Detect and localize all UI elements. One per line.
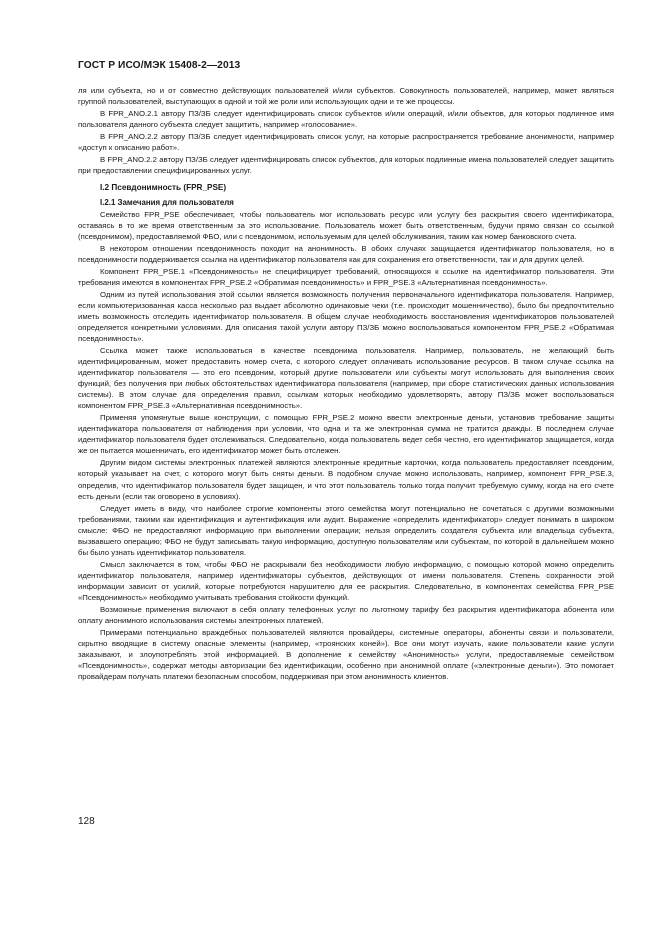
paragraph: В FPR_ANO.2.1 автору ПЗ/ЗБ следует идентифицировать список субъектов и/или операций, и/или объектов, для которых подлинное имя пользователя данного субъекта следует защитить, например «голосование». xyxy=(78,109,614,130)
paragraph: Следует иметь в виду, что наиболее строгие компоненты этого семейства могут потенциально не сочетаться с другими возможными требованиями, такими как идентификация и аутентификация или аудит. Выражение «определить идентификатор» следует понимать в широком смысле: ФБО не предоставляют информацию при выполнении операции; нельзя определить создателя субъекта или владельца субъекта, вызвавшего операцию; ФБО не будут записывать такую информацию, доступную пользователям или субъектам, по которой в дальнейшем можно бы было узнать идентификатор пользователя. xyxy=(78,503,614,557)
subsection-heading: I.2.1 Замечания для пользователя xyxy=(100,198,234,208)
paragraph: Семейство FPR_PSE обеспечивает, чтобы пользователь мог использовать ресурс или услугу без раскрытия своего идентификатора, оставаясь в то же время ответственным за это использование. Пользователь может быть ответственным, будучи прямо связан со ссылкой (псевдонимом), предоставляемой ФБО, или с псевдонимом, используемым для целей обслуживания, таким как номер банковского счета. xyxy=(78,210,614,242)
section-heading: I.2 Псевдонимность (FPR_PSE) xyxy=(100,183,227,193)
document-header: ГОСТ Р ИСО/МЭК 15408-2—2013 xyxy=(78,60,241,71)
paragraph: В FPR_ANO.2.2 автору ПЗ/ЗБ следует идентифицировать список услуг, на которые распространяется требование анонимности, например «доступ к описанию работ». xyxy=(78,132,614,153)
paragraph: Примерами потенциально враждебных пользователей являются провайдеры, системные операторы, абоненты связи и пользователи, скрытно вводящие в систему опасные элементы (например, «троянских коней»). Все они могут изучать, какие пользователи какие услуги заказывают, и злоупотреблять этой информацией. В дополнение к семейству «Анонимность» услуги, предоставляемые семейством «Псевдонимность», содержат методы авторизации без идентификации, особенно при анонимной оплате («электронные деньги»). Это помогает провайдерам получать платежи безопасным способом, поддерживая при этом анонимность клиентов. xyxy=(78,627,614,681)
paragraph: Возможные применения включают в себя оплату телефонных услуг по льготному тарифу без раскрытия идентификатора абонента или оплату анонимного использования системы электронных платежей. xyxy=(78,604,614,625)
paragraph: Ссылка может также использоваться в качестве псевдонима пользователя. Например, пользователь, не желающий быть идентифицированным, может предоставить номер счета, с которого следует оплачивать использование ресурсов. В таком случае ссылка на идентификатор пользователя — это его псевдоним, который другие пользователи или субъекты могут использовать для выполнения своих функций, без получения при любых обстоятельствах идентификатора пользователя (например, при сборе статистических данных использования системы). В этом случае для определения правил, ссылкам которых необходимо удовлетворять, автору ПЗ/ЗБ может воспользоваться компонентом FPR_PSE.3 «Альтернативная псевдонимность». xyxy=(78,346,614,411)
paragraph: Компонент FPR_PSE.1 «Псевдонимность» не специфицирует требований, относящихся к ссылке на идентификатор пользователя. Эти требования имеются в компонентах FPR_PSE.2 «Обратимая псевдонимность» и FPR_PSE.3 «Альтернативная псевдонимность». xyxy=(78,267,614,288)
page-number: 128 xyxy=(78,816,95,827)
paragraph: Смысл заключается в том, чтобы ФБО не раскрывали без необходимости любую информацию, с помощью которой можно определить идентификатор пользователя, например идентификаторы субъектов, действующих от имени пользователя. Степень сохранности этой информации зависит от усилий, которые потребуются нарушителю для ее раскрытия. Следовательно, в компонентах семейства FPR_PSE «Псевдонимность» необходимо учитывать требования стойкости функций. xyxy=(78,559,614,602)
paragraph: ля или субъекта, но и от совместно действующих пользователей и/или субъектов. Совокупность пользователей, например, может являться группой пользователей, выступающих в одной и той же роли или использующих одни и те же процессы. xyxy=(78,86,614,107)
paragraph: Одним из путей использования этой ссылки является возможность получения первоначального идентификатора пользователя. Например, если компьютеризованная касса несколько раз выдает абсолютно одинаковые чеки (т.е. происходит мошенничество), было бы предпочтительно иметь возможность отследить идентификатор пользователя. В общем случае необходимость восстановления идентификаторов пользователей определяется конкретными условиями. Для описания такой услуги автору ПЗ/ЗБ можно воспользоваться компонентом FPR_PSE.2 «Обратимая псевдонимность». xyxy=(78,290,614,344)
paragraph: Применяя упомянутые выше конструкции, с помощью FPR_PSE.2 можно ввести электронные деньги, установив требование защиты идентификатора пользователя от наблюдения при условии, что одна и та же электронная сумма не тратится дважды. В последнем случае идентификатор пользователя будет отслеживаться. Следовательно, когда пользователь ведет себя честно, его идентификатор защищается, когда же он пытается мошенничать, его идентификатор может быть отслежен. xyxy=(78,413,614,456)
paragraph: В FPR_ANO.2.2 автору ПЗ/ЗБ следует идентифицировать список субъектов, для которых подлинные имена пользователей следует защитить при предоставлении специфицированных услуг. xyxy=(78,155,614,176)
document-body xyxy=(78,85,614,683)
paragraph: В некотором отношении псевдонимность походит на анонимность. В обоих случаях защищается идентификатор пользователя, но в псевдонимности поддерживается ссылка на идентификатор пользователя как для сохранения его ответственности, так и для других целей. xyxy=(78,244,614,265)
paragraph: Другим видом системы электронных платежей являются электронные кредитные карточки, когда пользователь предоставляет псевдоним, который указывает на счет, с которого могут быть сняты деньги. В подобном случае можно использовать, например, компонент FPR_PSE.3, определив, что идентификатор пользователя будет защищен, и что этот пользователь только тогда получит требуемую сумму, когда на его счете есть деньги (если так оговорено в условиях). xyxy=(78,458,614,501)
